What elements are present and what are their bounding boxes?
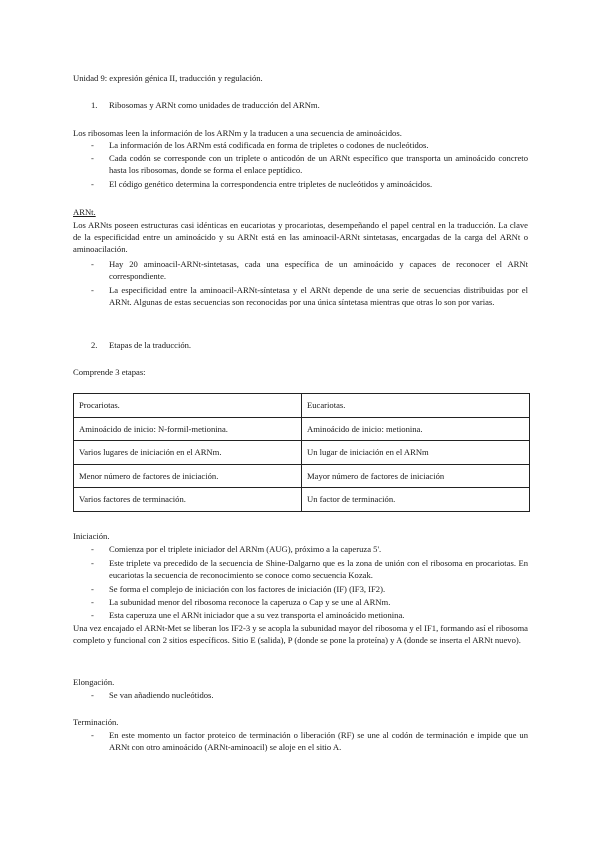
bullet-marker: - [91,597,94,607]
table-row [74,394,530,418]
arnt-paragraph: Los ARNts poseen estructuras casi idénticas en eucariotas y procariotas, desempeñando el papel central en la traducción. La clave de la especificidad entre un aminoácido y su ARNt está en las aminoacil-ARNt sintetasas, encargadas de la carga del ARNt o aminoacilación. [73,220,528,254]
table-row [74,488,530,512]
bullet-text: Se forma el complejo de iniciación con los factores de iniciación (IF) (IF3, IF2). [109,584,386,594]
table-cell: Menor número de factores de iniciación. [74,464,302,488]
elongacion-heading: Elongación. [73,677,115,687]
bullet-text: Cada codón se corresponde con un triplete o anticodón de un ARNt específico que transporta un aminoácido concreto hasta los ribosomas, donde se forma el enlace peptídico. [109,153,528,175]
intro-paragraph: Los ribosomas leen la información de los ARNm y la traducen a una secuencia de aminoácidos. [73,128,402,138]
bullet-text: Comienza por el triplete iniciador del ARNm (AUG), próximo a la caperuza 5'. [109,544,382,554]
table-cell: Eucariotas. [302,394,530,418]
page-title: Unidad 9: expresión génica II, traducción y regulación. [73,73,263,83]
bullet-marker: - [91,259,94,269]
bullet-marker: - [91,584,94,594]
terminacion-heading: Terminación. [73,717,119,727]
bullet-text: El código genético determina la correspondencia entre tripletes de nucleótidos y aminoácidos. [109,179,433,189]
table-cell: Mayor número de factores de iniciación [302,464,530,488]
comparison-table [73,393,530,512]
bullet-text: La especificidad entre la aminoacil-ARNt-síntetasa y el ARNt depende de una serie de secuencias distribuidas por el ARNt. Algunas de estas secuencias son reconocidas por una única síntetasa mientras que otras lo son por varias. [109,285,528,307]
table-cell: Aminoácido de inicio: metionina. [302,417,530,441]
table-cell: Un factor de terminación. [302,488,530,512]
stages-intro: Comprende 3 etapas: [73,367,146,377]
table-cell: Varios factores de terminación. [74,488,302,512]
table-cell: Procariotas. [74,394,302,418]
section-2-number: 2. [91,340,98,350]
bullet-text: En este momento un factor proteico de terminación o liberación (RF) se une al codón de terminación e impide que un ARNt con otro aminoácido (ARNt-aminoacil) se aloje en el sitio A. [109,730,528,752]
section-2-title: Etapas de la traducción. [109,340,192,350]
table-row [74,417,530,441]
bullet-marker: - [91,544,94,554]
bullet-marker: - [91,730,94,740]
table-row [74,441,530,465]
bullet-marker: - [91,179,94,189]
arnt-heading: ARNt. [73,207,96,217]
bullet-marker: - [91,153,94,163]
iniciacion-heading: Iniciación. [73,531,110,541]
bullet-text: Esta caperuza une el ARNt iniciador que a su vez transporta el aminoácido metionina. [109,610,405,620]
table-row [74,464,530,488]
section-1-title: Ribosomas y ARNt como unidades de traducción del ARNm. [109,100,320,110]
bullet-marker: - [91,140,94,150]
table-cell: Varios lugares de iniciación en el ARNm. [74,441,302,465]
bullet-text: La subunidad menor del ribosoma reconoce la caperuza o Cap y se une al ARNm. [109,597,391,607]
bullet-marker: - [91,690,94,700]
iniciacion-paragraph: Una vez encajado el ARNt-Met se liberan los IF2-3 y se acopla la subunidad mayor del ribosoma y el IF1, formando así el ribosoma completo y funcional con 2 sitios específicos. Sitio E (salida), P (donde se pone la proteína) y A (donde se inserta el ARNt nuevo). [73,623,528,645]
table-cell: Un lugar de iniciación en el ARNm [302,441,530,465]
bullet-marker: - [91,558,94,568]
bullet-text: Este triplete va precedido de la secuencia de Shine-Dalgarno que es la zona de unión con el ribosoma en procariotas. En eucariotas la secuencia de reconocimiento se conoce como secuencia Kozak. [109,558,528,580]
bullet-text: Se van añadiendo nucleótidos. [109,690,214,700]
section-1-number: 1. [91,100,98,110]
bullet-marker: - [91,285,94,295]
bullet-text: La información de los ARNm está codificada en forma de tripletes o codones de nucleótidos. [109,140,429,150]
table-cell: Aminoácido de inicio: N-formil-metionina. [74,417,302,441]
bullet-marker: - [91,610,94,620]
bullet-text: Hay 20 aminoacil-ARNt-sintetasas, cada una específica de un aminoácido y capaces de reconocer el ARNt correspondiente. [109,259,528,281]
